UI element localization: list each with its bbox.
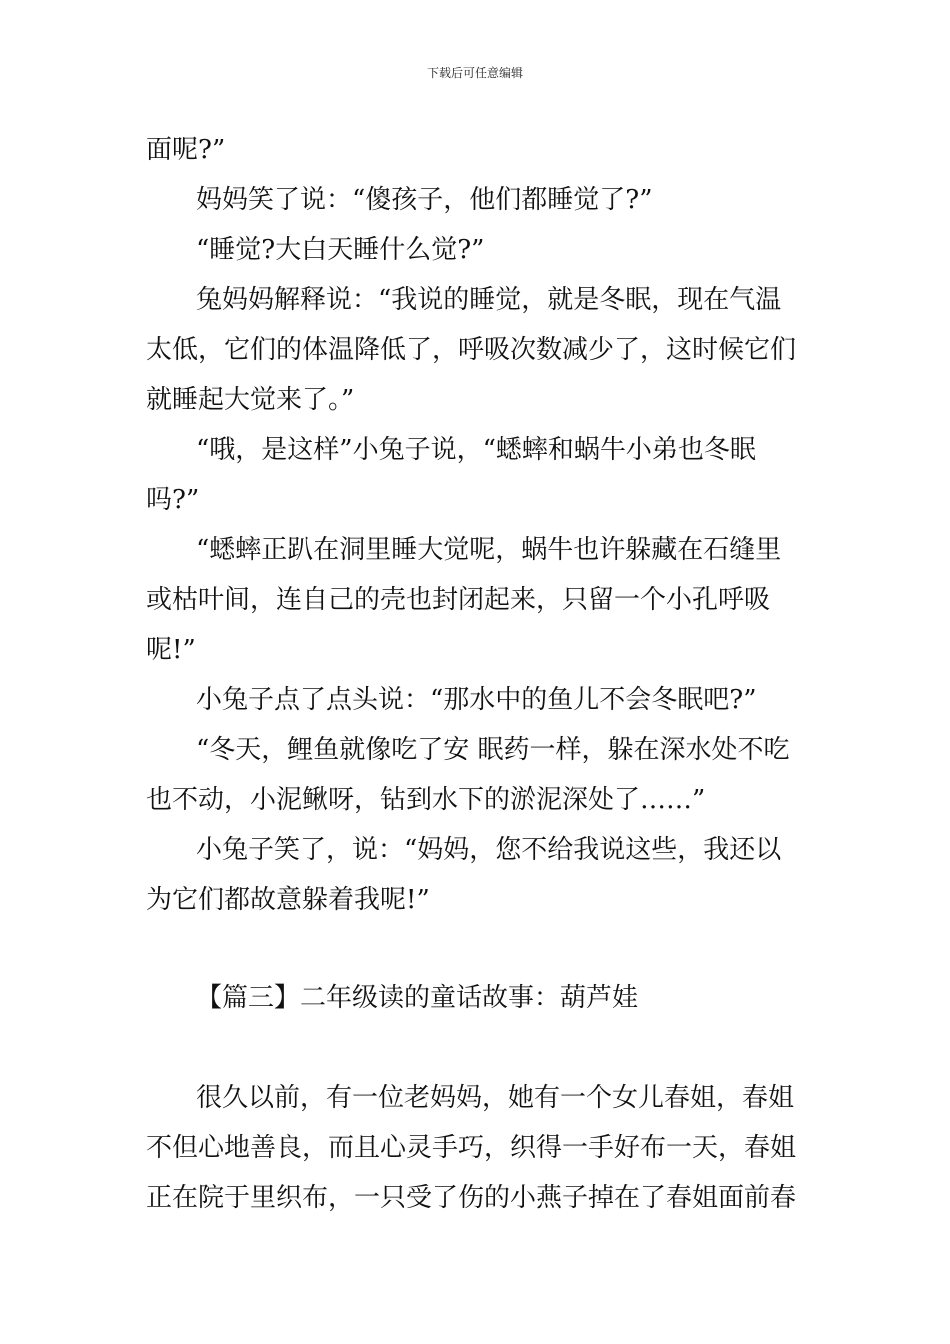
text-line: “冬天，鲤鱼就像吃了安 眠药一样，躲在深水处不吃 [196,735,790,765]
text-line: 面呢?” [146,135,226,165]
text-line: 正在院于里织布，一只受了伤的小燕子掉在了春姐面前春 [146,1183,797,1213]
text-line: 也不动，小泥鳅呀，钻到水下的淤泥深处了……” [146,785,706,815]
text-line: 吗?” [146,485,200,515]
text-line: 太低，它们的体温降低了，呼吸次数减少了，这时候它们 [146,335,797,365]
text-line: 不但心地善良，而且心灵手巧，织得一手好布一天，春姐 [146,1133,797,1163]
text-line: 或枯叶间，连自己的壳也封闭起来，只留一个小孔呼吸 [146,585,771,615]
text-line: 妈妈笑了说：“傻孩子，他们都睡觉了?” [196,185,653,215]
text-line: 很久以前，有一位老妈妈，她有一个女儿春姐，春姐 [196,1083,795,1113]
text-line: “蟋蟀正趴在洞里睡大觉呢，蜗牛也许躲藏在石缝里 [196,535,782,565]
text-line: 为它们都故意躲着我呢!” [146,885,430,915]
text-line: “睡觉?大白天睡什么觉?” [196,235,485,265]
text-line: 就睡起大觉来了。” [146,385,355,415]
section-heading: 【篇三】二年级读的童话故事：葫芦娃 [196,983,639,1013]
text-line: 呢!” [146,635,196,665]
text-line: 小兔子笑了，说：“妈妈，您不给我说这些，我还以 [196,835,782,865]
page-header-note: 下载后可任意编辑 [426,66,523,80]
text-line: 兔妈妈解释说：“我说的睡觉，就是冬眠，现在气温 [196,285,782,315]
text-line: 小兔子点了点头说：“那水中的鱼儿不会冬眠吧?” [196,685,757,715]
text-line: “哦，是这样”小兔子说，“蟋蟀和蜗牛小弟也冬眠 [196,435,756,465]
